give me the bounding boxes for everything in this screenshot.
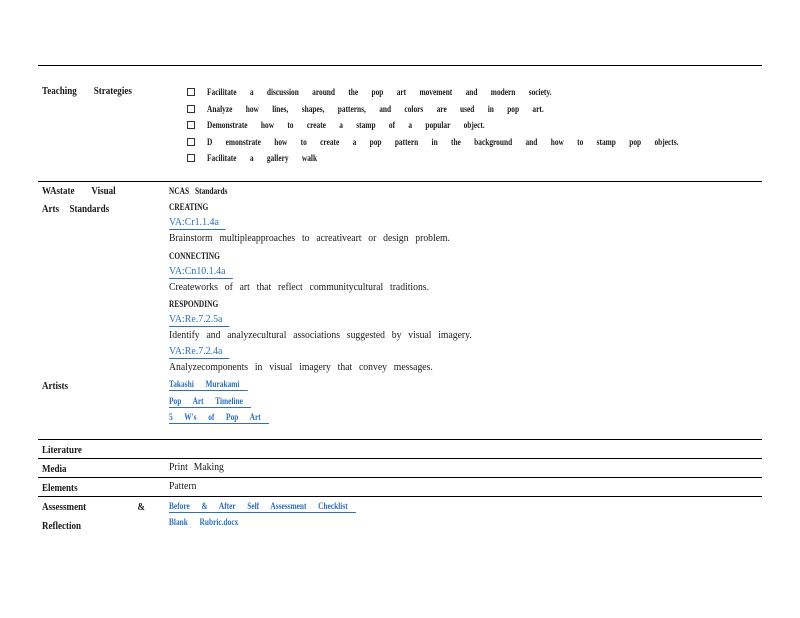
strategy-item	[187, 150, 782, 167]
timeline-link[interactable]: Pop Art Timeline	[169, 395, 251, 408]
creating-heading: CREATING	[169, 202, 209, 212]
strategy-text: Facilitate a discussion around the pop art movement and modern society.	[207, 87, 552, 98]
standard-description: Createworks of art that reflect communitycultural traditions.	[169, 281, 429, 293]
teaching-strategies-list	[187, 84, 782, 167]
strategy-text: Analyze how lines, shapes, patterns, and colors are used in pop art.	[207, 103, 544, 114]
checkbox-icon	[187, 154, 195, 162]
strategy-item	[187, 101, 782, 118]
standard-description: Brainstorm multipleapproaches to acreativeart or design problem.	[169, 232, 450, 244]
connecting-heading: CONNECTING	[169, 251, 220, 261]
rule-standards	[38, 181, 762, 182]
rule-elements	[38, 477, 762, 478]
standard-code-link[interactable]: VA:Re.7.2.5a	[169, 313, 230, 327]
standards-label-line2: Arts Standards	[42, 203, 110, 215]
strategy-text: Facilitate a gallery walk	[207, 153, 318, 164]
strategy-text: D emonstrate how to create a pop pattern in the background and how to stamp pop objects.	[207, 136, 679, 147]
checkbox-icon	[187, 88, 195, 96]
assessment-label-line2: Reflection	[42, 520, 82, 532]
rule-assessment	[38, 496, 762, 497]
assessment-label-line1: Assessment &	[42, 501, 146, 513]
literature-label: Literature	[42, 444, 82, 456]
checkbox-icon	[187, 138, 195, 146]
standard-code-link[interactable]: VA:Cr1.1.4a	[169, 216, 226, 230]
five-ws-link[interactable]: 5 W's of Pop Art	[169, 411, 269, 424]
self-assessment-link[interactable]: Before & After Self Assessment Checklist	[169, 500, 356, 513]
standard-description: Analyzecomponents in visual imagery that convey messages.	[169, 361, 433, 373]
artist-link[interactable]: Takashi Murakami	[169, 378, 248, 391]
strategy-text: Demonstrate how to create a stamp of a popular object.	[207, 120, 485, 131]
elements-label: Elements	[42, 482, 78, 494]
standards-label-line1: WAstate Visual	[42, 185, 116, 197]
rule-media	[38, 458, 762, 459]
elements-value: Pattern	[169, 480, 197, 492]
standard-code-link[interactable]: VA:Re.7.2.4a	[169, 345, 230, 359]
standard-description: Identify and analyzecultural associations suggested by visual imagery.	[169, 329, 472, 341]
checkbox-icon	[187, 105, 195, 113]
media-label: Media	[42, 463, 67, 475]
teaching-strategies-label: Teaching Strategies	[42, 85, 132, 97]
strategy-item	[187, 134, 782, 151]
strategy-item	[187, 84, 782, 101]
media-value: Print Making	[169, 461, 224, 473]
standard-code-link[interactable]: VA:Cn10.1.4a	[169, 265, 233, 279]
artists-label: Artists	[42, 380, 69, 392]
checkbox-icon	[187, 121, 195, 129]
rule-literature	[38, 439, 762, 440]
responding-heading: RESPONDING	[169, 299, 219, 309]
rubric-link[interactable]: Blank Rubric.docx	[169, 517, 239, 527]
strategy-item	[187, 117, 782, 134]
ncas-heading: NCAS Standards	[169, 186, 228, 196]
rule-top	[38, 65, 762, 66]
